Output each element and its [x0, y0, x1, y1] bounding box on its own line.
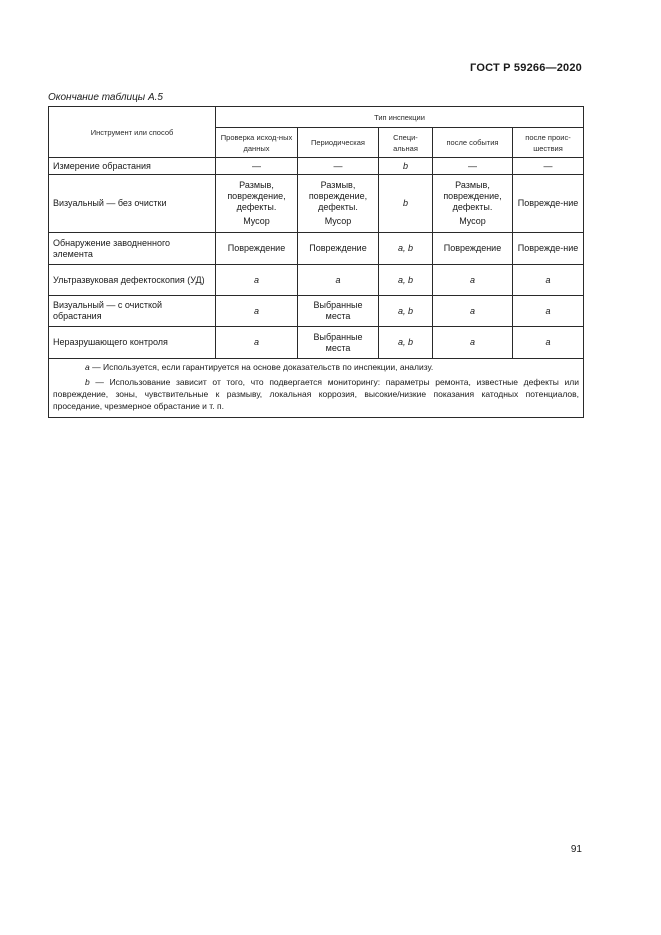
- row-label: Ультразвуковая дефектоскопия (УД): [49, 265, 216, 296]
- cell-text: Повреждение: [443, 243, 502, 253]
- cell-text: a: [253, 274, 259, 285]
- cell-text: a, b: [397, 243, 413, 253]
- row-label: Визуальный — без очистки: [49, 175, 216, 233]
- table-row: [49, 233, 584, 265]
- table-cell: [298, 158, 379, 175]
- cell-text: a, b: [397, 337, 413, 347]
- table-cell: [433, 175, 513, 233]
- cell-text: b: [402, 198, 408, 208]
- cell-text: a: [545, 305, 551, 316]
- cell-subtext: Мусор: [324, 216, 352, 226]
- table-cell: [379, 265, 433, 296]
- table-cell: [216, 265, 298, 296]
- cell-text: a: [469, 274, 475, 285]
- table-cell: [216, 327, 298, 359]
- table-cell: [433, 327, 513, 359]
- cell-text: a: [545, 337, 551, 347]
- cell-text: a, b: [397, 305, 413, 316]
- footnote-b: [53, 376, 579, 412]
- table-cell: [379, 175, 433, 233]
- table-cell: [216, 296, 298, 327]
- cell-text: —: [468, 160, 477, 171]
- standard-number: ГОСТ Р 59266—2020: [470, 62, 582, 74]
- header-column: Специ-альная: [379, 128, 433, 158]
- row-label: Обнаружение заводненного элемента: [49, 233, 216, 265]
- page-number: 91: [570, 844, 582, 855]
- table-row: [49, 327, 584, 359]
- footnote-key: b: [85, 377, 90, 387]
- cell-text: Выбранные места: [313, 300, 363, 321]
- table-cell: [513, 175, 584, 233]
- cell-text: a: [545, 274, 551, 285]
- row-label: Визуальный — с очисткой обрастания: [49, 296, 216, 327]
- cell-text: —: [543, 160, 553, 171]
- cell-text: Размыв, повреждение, дефекты.: [227, 180, 286, 212]
- cell-text: Повреждение: [309, 243, 367, 253]
- table-cell: [379, 327, 433, 359]
- table-cell: [513, 296, 584, 327]
- table-cell: [216, 175, 298, 233]
- cell-subtext: Мусор: [459, 216, 486, 226]
- cell-text: Поврежде-ние: [517, 198, 579, 208]
- header-column: Периодическая: [298, 128, 379, 158]
- table-row: [49, 175, 584, 233]
- header-column: после проис-шествия: [513, 128, 584, 158]
- table-cell: [513, 233, 584, 265]
- table-cell: [513, 265, 584, 296]
- cell-text: a: [253, 337, 259, 347]
- row-label: Неразрушающего контроля: [49, 327, 216, 359]
- table-cell: [298, 175, 379, 233]
- header-instrument: Инструмент или способ: [49, 107, 216, 158]
- table-row: [49, 158, 584, 175]
- table-cell: [433, 233, 513, 265]
- cell-text: a, b: [397, 274, 413, 285]
- table-cell: [513, 327, 584, 359]
- cell-text: —: [333, 160, 343, 171]
- footnote-text: — Используется, если гарантируется на основе доказательств по инспекции, анализу.: [89, 362, 434, 372]
- table-row: [49, 296, 584, 327]
- inspection-table: [48, 106, 584, 418]
- table-notes: [49, 359, 584, 418]
- table-cell: [298, 233, 379, 265]
- table-cell: [298, 265, 379, 296]
- cell-text: a: [253, 305, 259, 316]
- table-body: [49, 158, 584, 359]
- header-column: после события: [433, 128, 513, 158]
- table-row: [49, 265, 584, 296]
- cell-text: b: [402, 160, 408, 171]
- row-label: Измерение обрастания: [49, 158, 216, 175]
- header-inspection-type: Тип инспекции: [216, 107, 584, 128]
- table-cell: [433, 296, 513, 327]
- table-caption: Окончание таблицы А.5: [48, 92, 163, 103]
- footnote-a: [53, 361, 579, 373]
- cell-text: Повреждение: [227, 243, 286, 253]
- table-cell: [513, 158, 584, 175]
- table-cell: [379, 296, 433, 327]
- footnote-key: a: [85, 362, 90, 372]
- cell-text: —: [252, 160, 261, 171]
- cell-text: Выбранные места: [313, 331, 363, 353]
- footnote-text: — Использование зависит от того, что подвергается мониторингу: параметры ремонта, известные дефекты или повреждение, зоны, чувствительные к размыву, локальная коррозия, высокие/низкие показания катодных потенциалов, проседание, чрезмерное обрастание и т. п.: [53, 377, 580, 411]
- cell-text: Поврежде-ние: [517, 243, 579, 253]
- header-column: Проверка исход-ных данных: [216, 128, 298, 158]
- table-cell: [298, 296, 379, 327]
- table-cell: [216, 158, 298, 175]
- table-cell: [379, 233, 433, 265]
- cell-text: a: [335, 274, 341, 285]
- table-cell: [379, 158, 433, 175]
- cell-text: Размыв, повреждение, дефекты.: [443, 180, 502, 212]
- table-cell: [433, 158, 513, 175]
- cell-subtext: Мусор: [243, 216, 270, 226]
- table-cell: [298, 327, 379, 359]
- cell-text: a: [469, 305, 475, 316]
- table-cell: [433, 265, 513, 296]
- cell-text: a: [469, 337, 475, 347]
- cell-text: Размыв, повреждение, дефекты.: [308, 180, 368, 212]
- table-cell: [216, 233, 298, 265]
